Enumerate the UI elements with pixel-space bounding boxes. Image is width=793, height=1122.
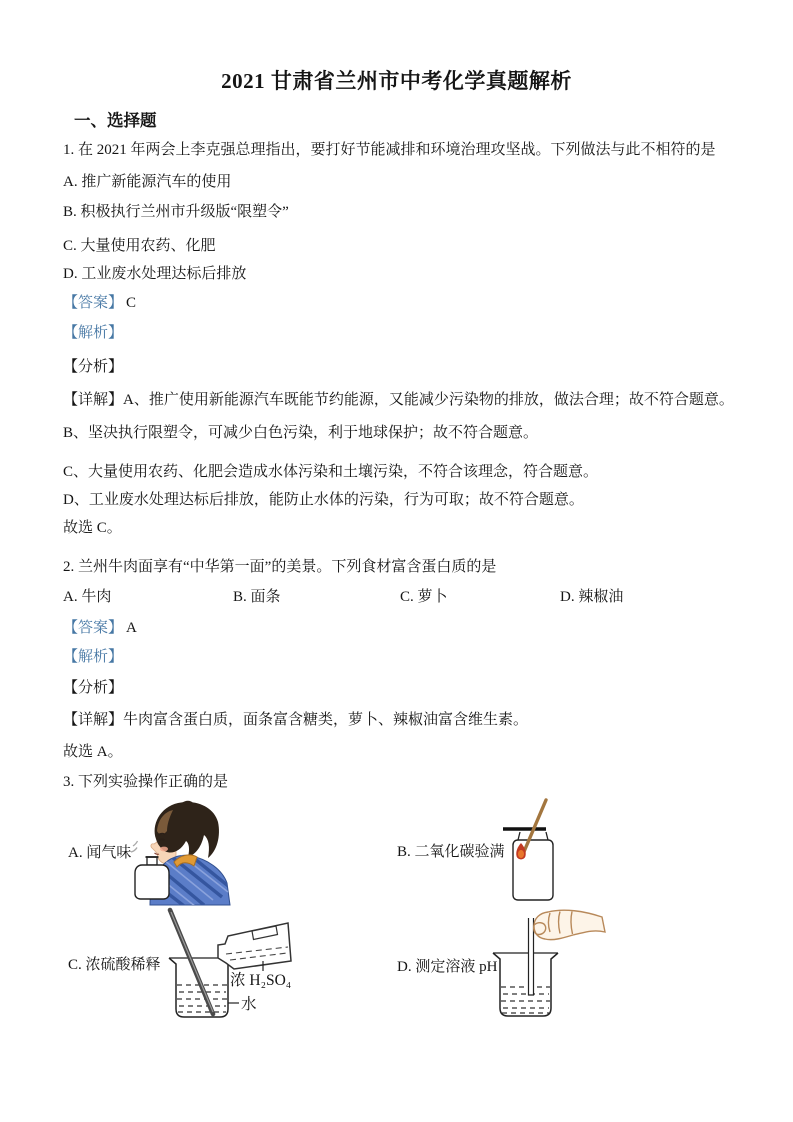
jiexi-tag: 【解析】	[63, 325, 124, 341]
q3-stem: 3. 下列实验操作正确的是	[63, 774, 229, 790]
answer-tag: 【答案】	[63, 620, 124, 636]
boy-eye	[159, 839, 165, 840]
smell-bottle-neck	[147, 857, 157, 865]
ph-test-rod	[529, 918, 534, 995]
q2-fenxi-line: 【分析】	[63, 680, 124, 696]
acid-label: 浓 H₂SO₄	[230, 972, 292, 989]
q1-detail-b: B、坚决执行限塑令，可减少白色污染，利于地球保护；故不符合题意。	[63, 425, 539, 441]
q2-answer-line	[63, 618, 137, 638]
q2-conclusion: 故选 A。	[63, 744, 123, 760]
q3-figure-b-label: B. 二氧化碳验满	[397, 844, 505, 860]
q1-jiexi-line	[63, 323, 123, 343]
q2-detail: 【详解】牛肉富含蛋白质，面条富含糖类，萝卜、辣椒油富含维生素。	[63, 712, 529, 728]
co2-full-test-illustration	[500, 795, 570, 907]
q2-jiexi-line	[63, 647, 123, 667]
q3-figure-c-label: C. 浓硫酸稀释	[68, 957, 161, 973]
q1-stem: 1. 在 2021 年两会上李克强总理指出，要打好节能减排和环境治理攻坚战。下列做法与此不相符的是	[63, 142, 716, 158]
q1-detail-d: D、工业废水处理达标后排放，能防止水体的污染，行为可取；故不符合题意。	[63, 492, 584, 508]
document-title: 2021 甘肃省兰州市中考化学真题解析	[221, 69, 572, 93]
q2-option-b: B. 面条	[233, 589, 281, 605]
boy-blush	[160, 847, 168, 852]
q1-detail-c: C、大量使用农药、化肥会造成水体污染和土壤污染，不符合该理念，符合题意。	[63, 464, 599, 480]
ph-measurement-illustration	[488, 905, 606, 1025]
flame-core	[518, 850, 524, 858]
q1-fenxi-line: 【分析】	[63, 359, 124, 375]
scent-marks	[131, 841, 138, 852]
beaker	[493, 953, 558, 1016]
q3-figure-a-label: A. 闻气味	[68, 845, 132, 861]
q1-conclusion: 故选 C。	[63, 520, 122, 536]
q1-option-a: A. 推广新能源汽车的使用	[63, 174, 232, 190]
section-header: 一、选择题	[74, 111, 157, 130]
q1-detail-a: 【详解】A、推广使用新能源汽车既能节约能源，又能减少污染物的排放，做法合理；故不符合题意。	[63, 392, 734, 408]
acid-dilution-illustration	[160, 905, 310, 1025]
q2-stem: 2. 兰州牛肉面享有“中华第一面”的美景。下列食材富含蛋白质的是	[63, 559, 497, 575]
solution-dashes	[501, 987, 550, 1013]
reagent-bottle	[218, 923, 291, 969]
q3-figure-d-label: D. 测定溶液 pH	[397, 959, 498, 975]
q1-option-b: B. 积极执行兰州市升级版“限塑令”	[63, 204, 289, 220]
q1-answer-line	[63, 293, 136, 313]
stirring-rod-highlight	[171, 912, 213, 1012]
q1-option-d: D. 工业废水处理达标后排放	[63, 266, 247, 282]
water-label: 水	[241, 996, 257, 1013]
q2-option-c: C. 萝卜	[400, 589, 448, 605]
q1-option-c: C. 大量使用农药、化肥	[63, 238, 216, 254]
q2-option-d: D. 辣椒油	[560, 589, 624, 605]
boy-sniffing-bottle-illustration	[130, 799, 230, 905]
jiexi-tag: 【解析】	[63, 649, 124, 665]
hand-holding-rod	[534, 910, 605, 939]
q2-option-a: A. 牛肉	[63, 589, 112, 605]
q1-answer-value: C	[126, 295, 137, 311]
answer-tag: 【答案】	[63, 295, 124, 311]
smell-bottle-body	[135, 865, 169, 899]
q2-answer-value: A	[126, 620, 137, 636]
